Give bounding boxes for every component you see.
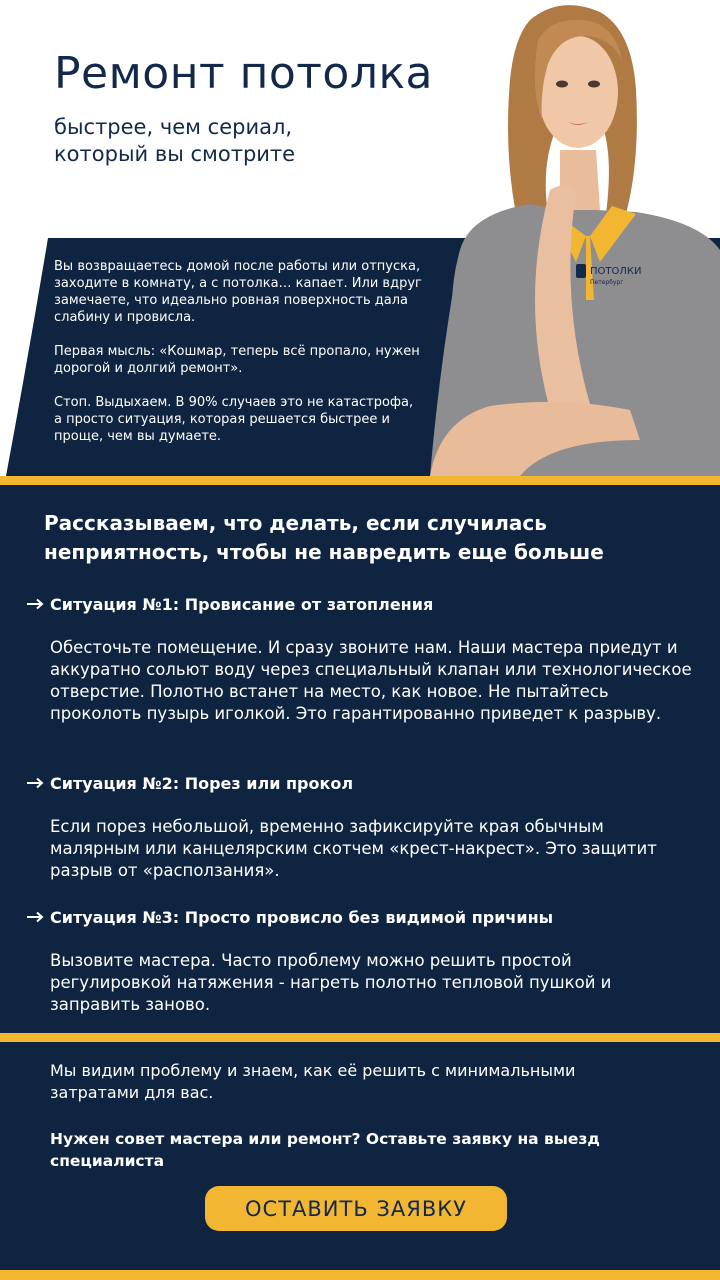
situation-body: Если порез небольшой, временно зафиксируйте края обычным малярным или канцелярским скотчем «крест-накрест». Это защитит разрыв от «расползания».: [50, 817, 657, 880]
situation-title: Ситуация №1: Провисание от затопления: [50, 594, 434, 614]
situation-item: [26, 906, 696, 1016]
submit-request-button[interactable]: ОСТАВИТЬ ЗАЯВКУ: [205, 1186, 507, 1231]
advice-section: [0, 485, 720, 1033]
situation-title: Ситуация №2: Порез или прокол: [50, 773, 354, 793]
shirt-logo-sub: Петербург: [590, 279, 624, 286]
cta-bold-text: Нужен совет мастера или ремонт? Оставьте заявку на выезд специалиста: [50, 1130, 600, 1170]
situation-item: [26, 593, 696, 725]
page-title: Ремонт потолка: [54, 48, 434, 99]
intro-text: [54, 258, 424, 462]
situation-body: Обесточьте помещение. И сразу звоните нам. Наши мастера приедут и аккуратно сольют воду через специальный клапан или технологическое отверстие. Полотно встанет на место, как новое. Не пытайтесь проколоть пузырь иголкой. Это гарантированно приведет к разрыву.: [50, 638, 692, 723]
cta-section: [0, 1042, 720, 1270]
page-subtitle: быстрее, чем сериал, который вы смотрите: [54, 115, 296, 166]
gold-divider: [0, 476, 720, 485]
shirt-logo-brand: ПОТОЛКИ: [590, 266, 642, 277]
advice-heading: Рассказываем, что делать, если случилась неприятность, чтобы не навредить еще больше: [44, 511, 604, 564]
arrow-right-icon: [26, 910, 46, 924]
woman-in-polo-image: [400, 0, 720, 476]
gold-divider: [0, 1270, 720, 1280]
gold-divider: [0, 1033, 720, 1042]
hero-section: [0, 0, 720, 476]
arrow-right-icon: [26, 776, 46, 790]
situation-body: Вызовите мастера. Часто проблему можно решить простой регулировкой натяжения - нагреть полотно тепловой пушкой и заправить заново.: [50, 951, 612, 1014]
cta-text: Мы видим проблему и знаем, как её решить с минимальными затратами для вас.: [50, 1061, 576, 1102]
intro-paragraph: Стоп. Выдыхаем. В 90% случаев это не катастрофа, а просто ситуация, которая решается быстрее и проще, чем вы думаете.: [54, 395, 414, 444]
arrow-right-icon: [26, 597, 46, 611]
intro-paragraph: Первая мысль: «Кошмар, теперь всё пропало, нужен дорогой и долгий ремонт».: [54, 344, 420, 376]
situation-item: [26, 772, 696, 882]
intro-paragraph: Вы возвращаетесь домой после работы или отпуска, заходите в комнату, а с потолка… капает. Или вдруг замечаете, что идеально ровная поверхность дала слабину и провисла.: [54, 259, 422, 325]
situation-title: Ситуация №3: Просто провисло без видимой причины: [50, 907, 554, 927]
